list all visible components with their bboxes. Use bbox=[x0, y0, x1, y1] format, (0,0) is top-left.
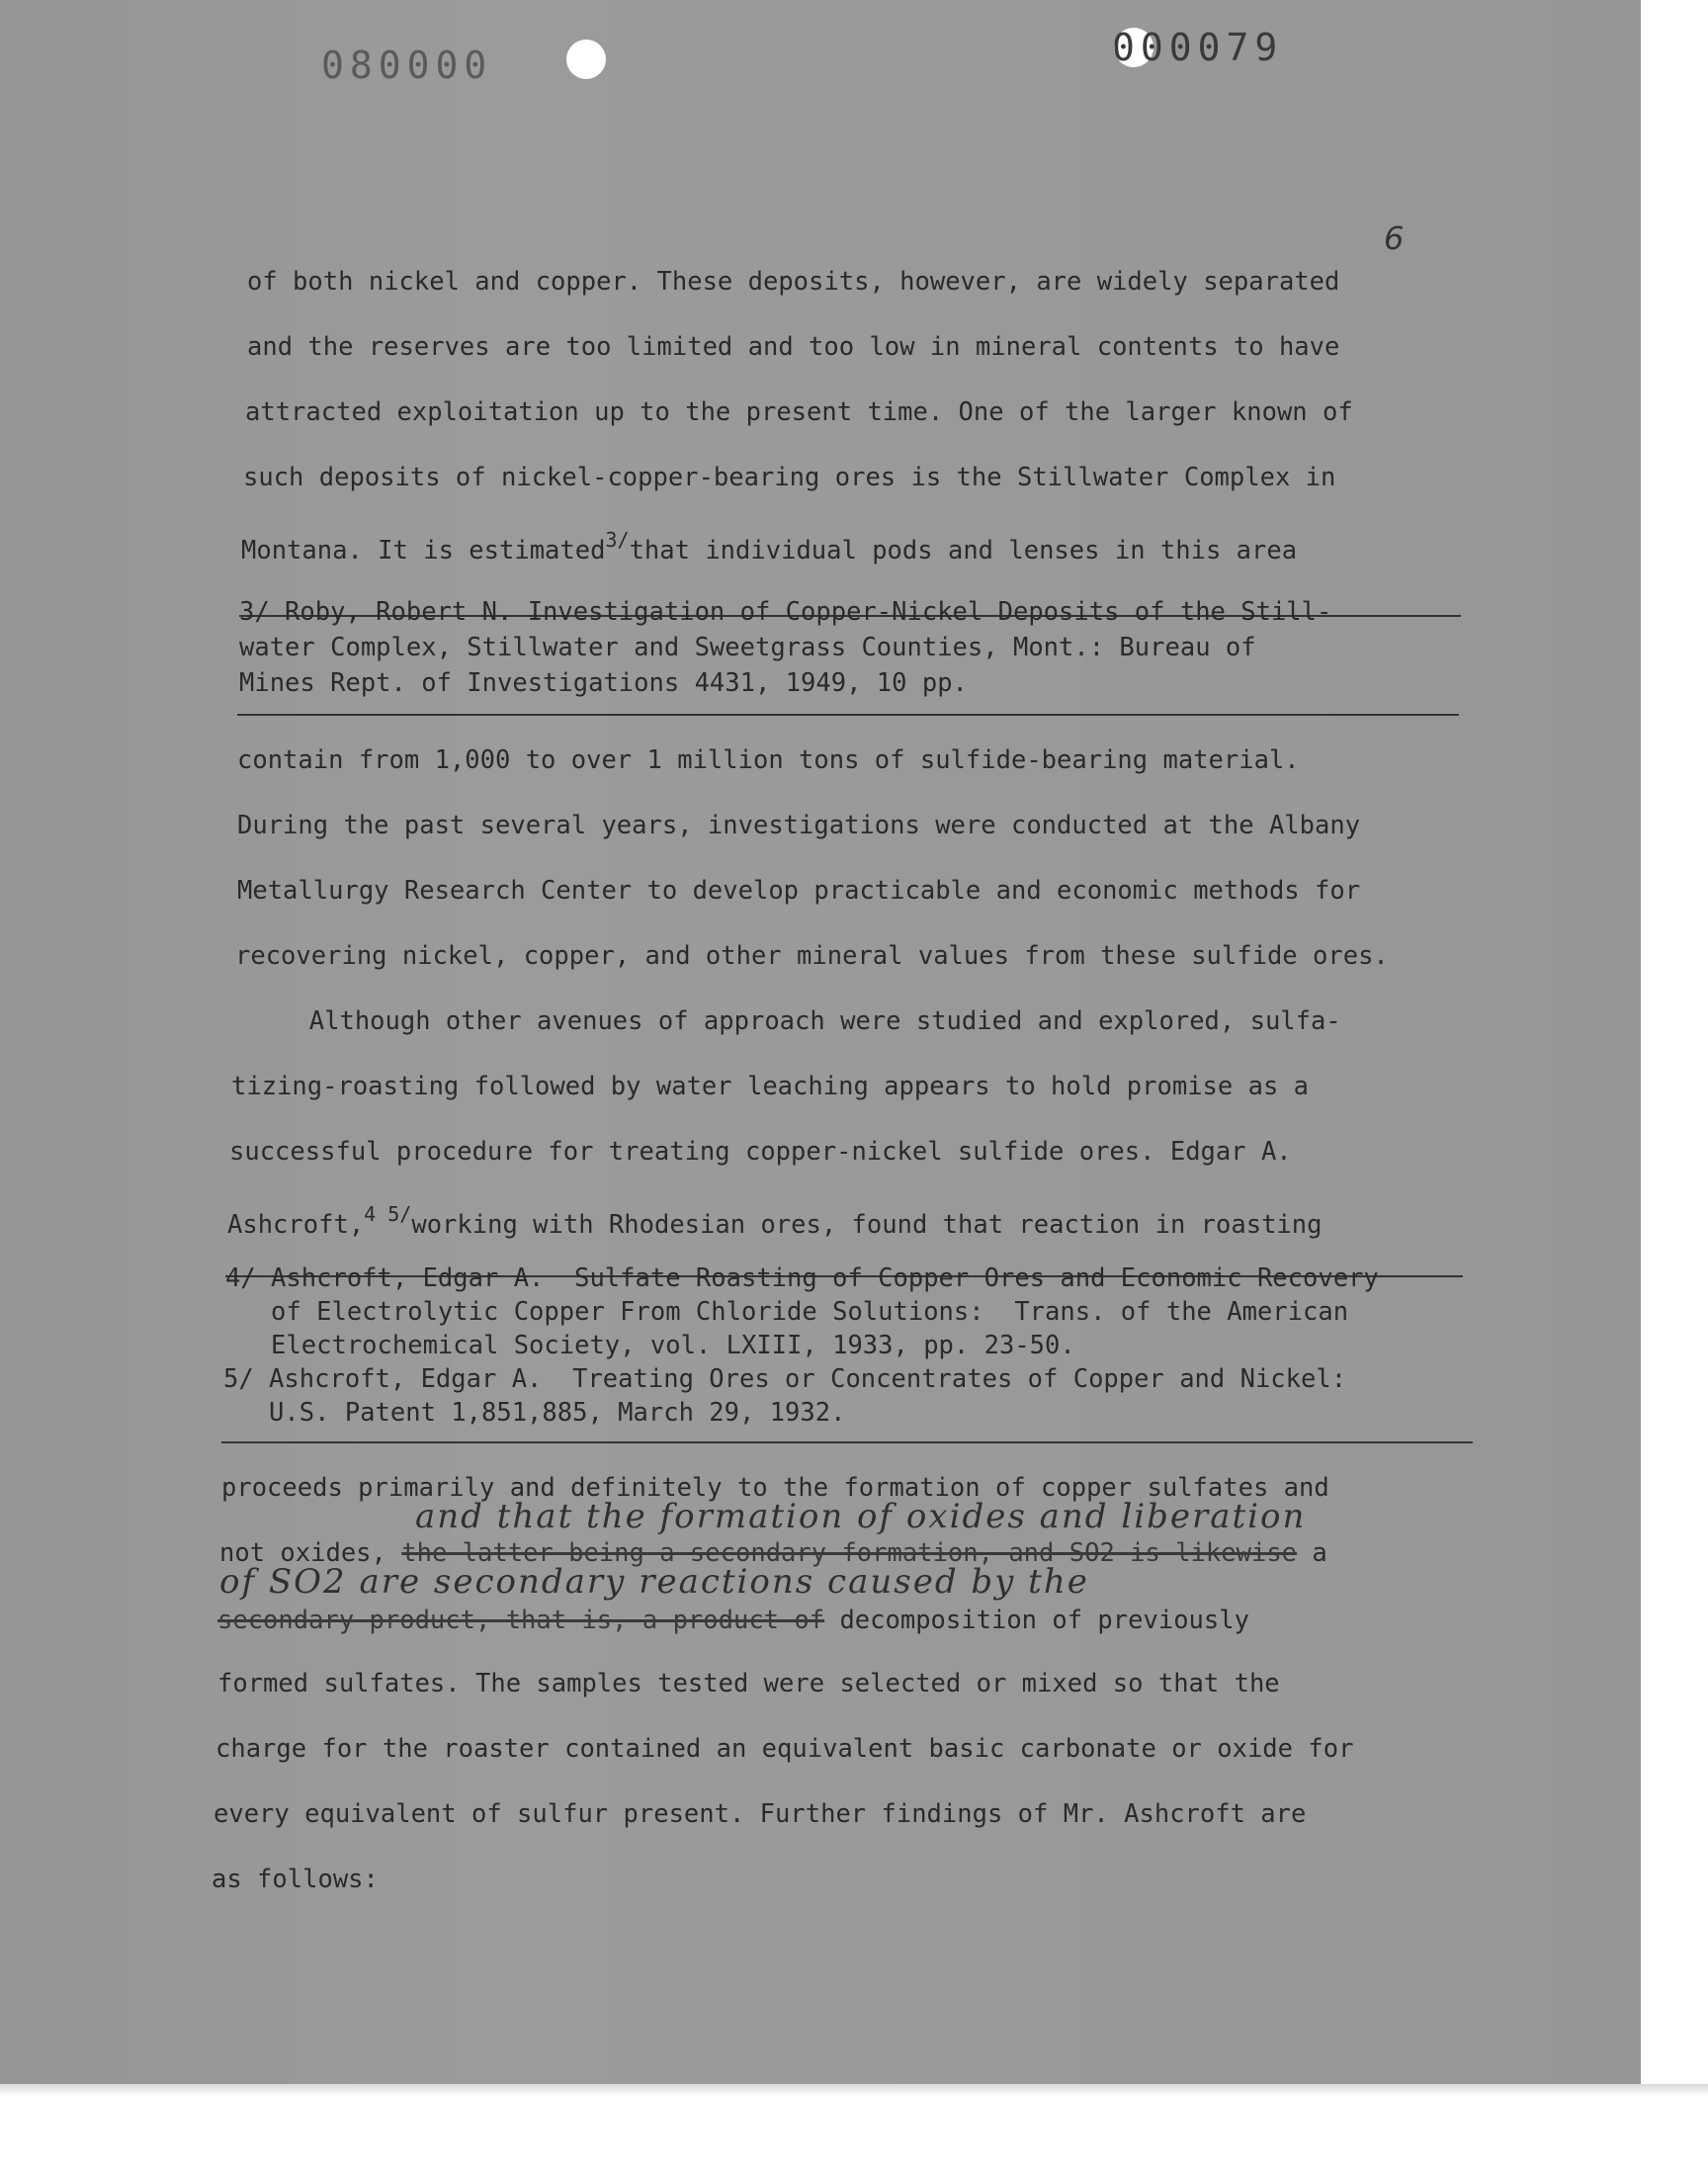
text-segment: decomposition of previously bbox=[824, 1606, 1249, 1635]
text-line bbox=[241, 528, 1297, 566]
text-line: During the past several years, investigations were conducted at the Albany bbox=[237, 811, 1361, 840]
footnote-line: U.S. Patent 1,851,885, March 29, 1932. bbox=[223, 1398, 846, 1428]
text-line: tizing-roasting followed by water leaching appears to hold promise as a bbox=[231, 1072, 1310, 1101]
footnote-ref: 3/ bbox=[605, 528, 630, 552]
text-line: contain from 1,000 to over 1 million tons of sulfide-bearing material. bbox=[237, 745, 1300, 775]
text-line: every equivalent of sulfur present. Further findings of Mr. Ashcroft are bbox=[214, 1799, 1307, 1829]
struck-text: secondary product, that is, a product of bbox=[217, 1606, 825, 1635]
text-line: attracted exploitation up to the present time. One of the larger known of bbox=[245, 397, 1353, 427]
footnote-line: Mines Rept. of Investigations 4431, 1949, 10 pp. bbox=[239, 668, 968, 698]
text-line: of both nickel and copper. These deposits, however, are widely separated bbox=[247, 267, 1340, 297]
footnote-ref: 4 5/ bbox=[364, 1202, 412, 1226]
text-line: Metallurgy Research Center to develop practicable and economic methods for bbox=[237, 876, 1361, 906]
text-line: charge for the roaster contained an equivalent basic carbonate or oxide for bbox=[215, 1734, 1354, 1764]
struck-text: the latter being a secondary formation, and SO2 is likewise bbox=[401, 1538, 1298, 1568]
footnote-line: 3/ Roby, Robert N. Investigation of Copper-Nickel Deposits of the Still- bbox=[239, 597, 1332, 627]
stamp-number-right: 000079 bbox=[1112, 26, 1284, 69]
footnote-line: 5/ Ashcroft, Edgar A. Treating Ores or Concentrates of Copper and Nickel: bbox=[223, 1364, 1347, 1394]
footnote-line: water Complex, Stillwater and Sweetgrass Counties, Mont.: Bureau of bbox=[239, 633, 1256, 662]
stamp-number-left: 080000 bbox=[321, 44, 493, 87]
text-segment: Ashcroft, bbox=[227, 1210, 365, 1240]
text-segment: that individual pods and lenses in this area bbox=[629, 536, 1298, 566]
handwritten-insertion: of SO2 are secondary reactions caused by the bbox=[219, 1562, 1089, 1602]
text-line: Although other avenues of approach were studied and explored, sulfa- bbox=[233, 1006, 1341, 1036]
text-line: and the reserves are too limited and too low in mineral contents to have bbox=[247, 332, 1340, 362]
text-line bbox=[217, 1606, 1249, 1635]
text-line: recovering nickel, copper, and other mineral values from these sulfide ores. bbox=[235, 941, 1389, 971]
footnote-rule bbox=[237, 714, 1459, 716]
footnote-rule bbox=[221, 1441, 1473, 1443]
text-line: formed sulfates. The samples tested were selected or mixed so that the bbox=[217, 1669, 1280, 1698]
handwritten-insertion: and that the formation of oxides and liberation bbox=[415, 1497, 1307, 1536]
text-line: such deposits of nickel-copper-bearing ores is the Stillwater Complex in bbox=[243, 463, 1336, 492]
text-line: as follows: bbox=[212, 1865, 379, 1894]
scan-edge bbox=[0, 2084, 1708, 2096]
text-line bbox=[227, 1202, 1322, 1240]
text-line: proceeds primarily and definitely to the formation of copper sulfates and bbox=[221, 1473, 1329, 1503]
punch-hole bbox=[566, 40, 606, 79]
footnote-line: of Electrolytic Copper From Chloride Solutions: Trans. of the American bbox=[225, 1297, 1349, 1327]
text-line: successful procedure for treating copper-nickel sulfide ores. Edgar A. bbox=[229, 1137, 1292, 1167]
text-segment: not oxides, bbox=[219, 1538, 402, 1568]
text-segment: a bbox=[1297, 1538, 1327, 1568]
text-segment: working with Rhodesian ores, found that reaction in roasting bbox=[411, 1210, 1323, 1240]
page-number: 6 bbox=[1384, 219, 1405, 257]
text-segment: Montana. It is estimated bbox=[241, 536, 606, 566]
footnote-line: 4/ Ashcroft, Edgar A. Sulfate Roasting of Copper Ores and Economic Recovery bbox=[225, 1263, 1379, 1293]
footnote-line: Electrochemical Society, vol. LXIII, 1933, pp. 23-50. bbox=[225, 1331, 1075, 1360]
